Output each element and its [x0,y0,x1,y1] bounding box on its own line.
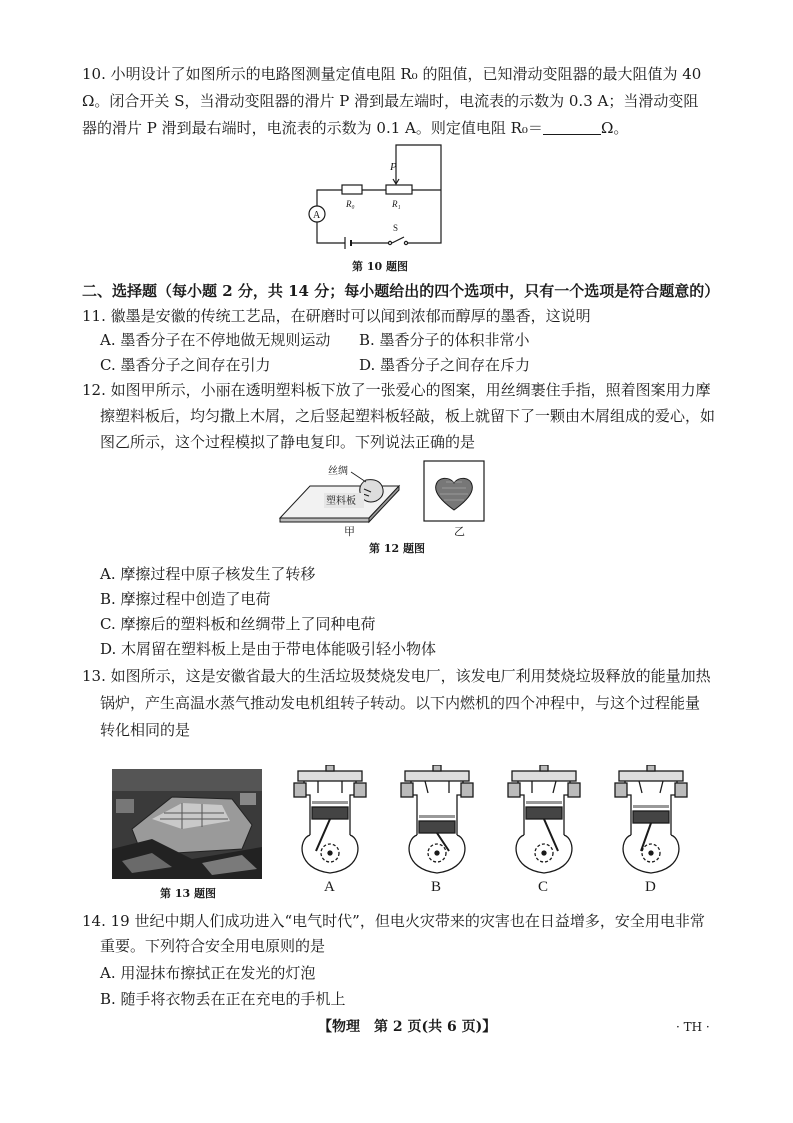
q10-unit: Ω。 [600,119,629,137]
q13-text-line1: 13. 如图所示，这是安徽省最大的生活垃圾焚烧发电厂，该发电厂利用焚烧垃圾释放的能量加热 [82,667,711,685]
q11-option-d: D. 墨香分子之间存在斥力 [359,356,531,374]
q12-option-c: C. 摩擦后的塑料板和丝绸带上了同种电荷 [100,615,376,633]
q13-text-line2: 锅炉，产生高温水蒸气推动发电机组转子转动。以下内燃机的四个冲程中，与这个过程能量 [100,694,701,712]
q12-label-silk: 丝绸 [328,466,348,477]
engine-stroke-diagram [611,765,691,877]
q10-circuit-diagram [300,140,450,252]
q12-label-yi: 乙 [454,526,465,538]
q13-caption: 第 13 题图 [160,887,216,900]
q11-option-b: B. 墨香分子的体积非常小 [359,331,530,349]
waste-incineration-plant-photo [112,769,262,879]
engine-option-label: D [645,879,656,895]
engine-option-label: A [324,879,335,895]
q14-option-a: A. 用湿抹布擦拭正在发光的灯泡 [100,964,316,982]
q11-option-c: C. 墨香分子之间存在引力 [100,356,271,374]
q10-text-line2: Ω。闭合开关 S，当滑动变阻器的滑片 P 滑到最左端时，电流表的示数为 0.3 A；当滑动变阻 [82,92,699,110]
q12-text-line2: 擦塑料板后，均匀撒上木屑，之后竖起塑料板轻敲，板上就留下了一颗由木屑组成的爱心，如 [100,407,716,425]
q11-option-a: A. 墨香分子在不停地做无规则运动 [100,331,331,349]
q12-label-jia: 甲 [344,526,355,538]
q10-text-line1: 10. 小明设计了如图所示的电路图测量定值电阻 R₀ 的阻值，已知滑动变阻器的最大阻值为 40 [82,65,702,83]
q12-text-line3: 图乙所示，这个过程模拟了静电复印。下列说法正确的是 [100,433,476,451]
q14-text-line1: 14. 19 世纪中期人们成功进入“电气时代”，但电火灾带来的灾害也在日益增多，安全用电非常 [82,912,705,930]
q11-stem: 11. 徽墨是安徽的传统工艺品，在研磨时可以闻到浓郁而醇厚的墨香，这说明 [82,307,591,325]
engine-stroke-diagram [504,765,584,877]
q12-figure [274,458,514,538]
footer-page-number: 【物理 第 2 页(共 6 页)】 [318,1019,497,1035]
q12-option-d: D. 木屑留在塑料板上是由于带电体能吸引轻小物体 [100,640,437,658]
footer-code: · TH · [676,1020,710,1034]
section2-heading: 二、选择题（每小题 2 分，共 14 分；每小题给出的四个选项中，只有一个选项是符合题意的） [82,282,720,300]
q10-answer-blank [543,120,601,135]
engine-stroke-diagram [397,765,477,877]
engine-stroke-diagram [290,765,370,877]
engine-option-label: C [538,879,549,895]
q13-text-line3: 转化相同的是 [100,721,191,739]
engine-option-label: B [431,879,442,895]
q12-caption: 第 12 题图 [369,542,425,555]
q14-text-line2: 重要。下列符合安全用电原则的是 [100,937,326,955]
q10-label-r1: R₁ [392,199,401,209]
q10-label-p: P [390,161,397,173]
q10-label-switch: S [393,223,399,233]
q14-option-b: B. 随手将衣物丢在正在充电的手机上 [100,990,346,1008]
q10-text-line3a: 器的滑片 P 滑到最右端时，电流表的示数为 0.1 A。则定值电阻 R₀＝ [82,119,543,137]
engine-strokes-group [290,765,690,900]
q12-option-b: B. 摩擦过程中创造了电荷 [100,590,271,608]
q10-text-line3 [82,118,628,138]
q10-label-ammeter: A [313,210,321,221]
q12-option-a: A. 摩擦过程中原子核发生了转移 [100,565,316,583]
q12-text-line1: 12. 如图甲所示，小丽在透明塑料板下放了一张爱心的图案，用丝绸裹住手指，照着图案用力摩 [82,381,711,399]
q10-label-r0: R₀ [346,199,355,209]
q12-label-board: 塑料板 [326,496,356,507]
q10-caption: 第 10 题图 [352,260,408,273]
